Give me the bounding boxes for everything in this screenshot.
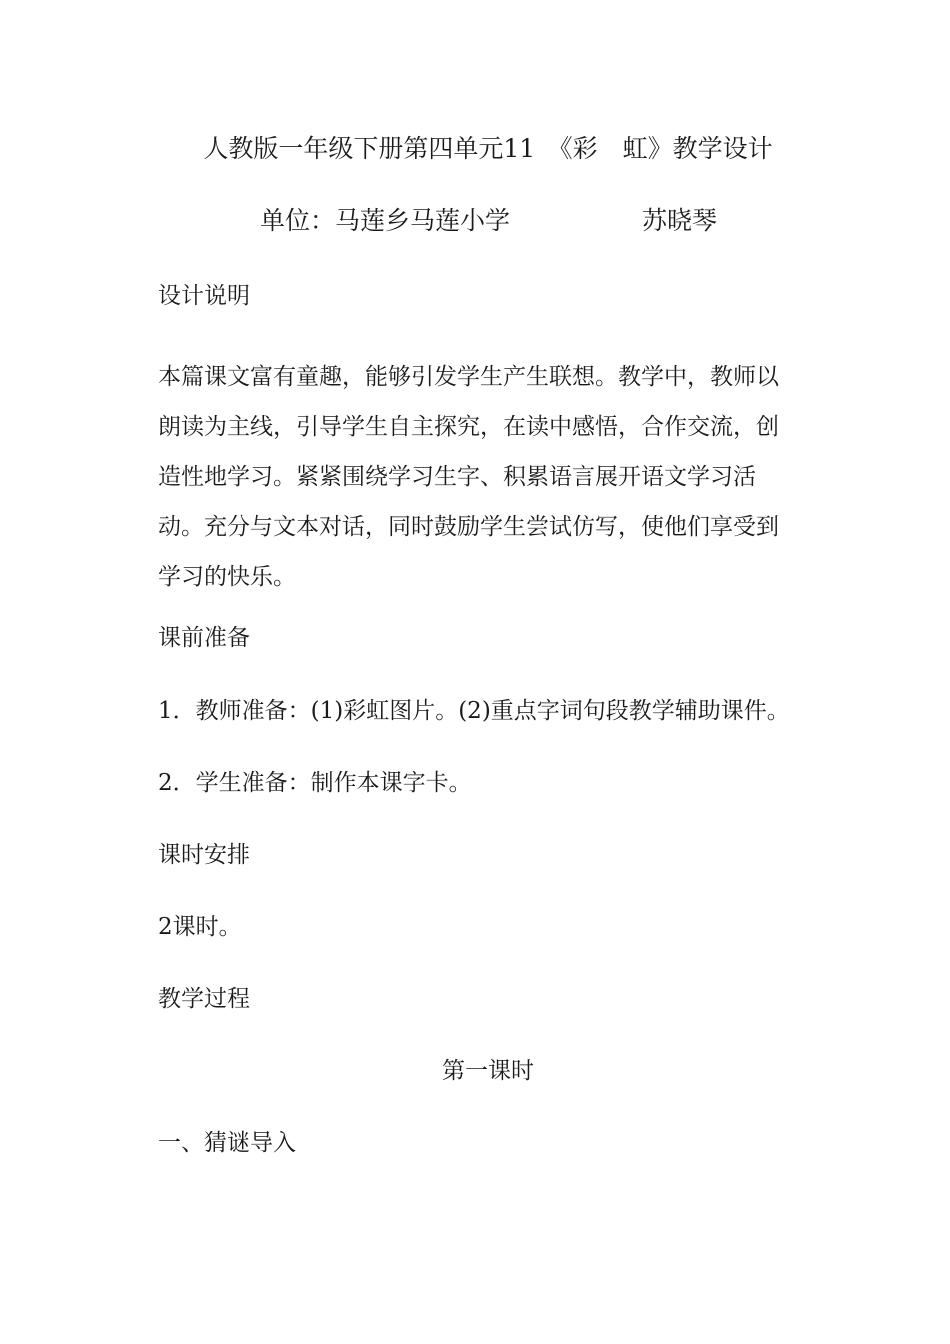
section-heading-prep: 课前准备	[158, 625, 250, 651]
author-name: 苏晓琴	[642, 206, 718, 235]
prep-item-teacher: 1．教师准备：(1)彩虹图片。(2)重点字词句段教学辅助课件。	[158, 698, 790, 724]
schedule-value: 2课时。	[158, 914, 242, 940]
prep-item-student: 2．学生准备：制作本课字卡。	[158, 770, 472, 796]
paragraph-line: 造性地学习。紧紧围绕学习生字、积累语言展开语文学习活	[158, 464, 756, 490]
paragraph-line: 学习的快乐。	[158, 564, 296, 590]
paragraph-line: 朗读为主线，引导学生自主探究，在读中感悟，合作交流，创	[158, 414, 779, 440]
section-heading-schedule: 课时安排	[158, 842, 250, 868]
section-heading-process: 教学过程	[158, 986, 250, 1012]
design-paragraph	[158, 352, 808, 602]
step-heading-riddle: 一、猜谜导入	[158, 1130, 296, 1156]
section-heading-design: 设计说明	[158, 283, 250, 309]
paragraph-line: 动。充分与文本对话，同时鼓励学生尝试仿写，使他们享受到	[158, 514, 779, 540]
lesson-title: 第一课时	[442, 1058, 534, 1084]
paragraph-line: 本篇课文富有童趣，能够引发学生产生联想。教学中，教师以	[158, 364, 779, 390]
author-unit: 单位：马莲乡马莲小学	[260, 206, 511, 235]
document-title: 人教版一年级下册第四单元11 《彩 虹》教学设计	[203, 134, 773, 163]
